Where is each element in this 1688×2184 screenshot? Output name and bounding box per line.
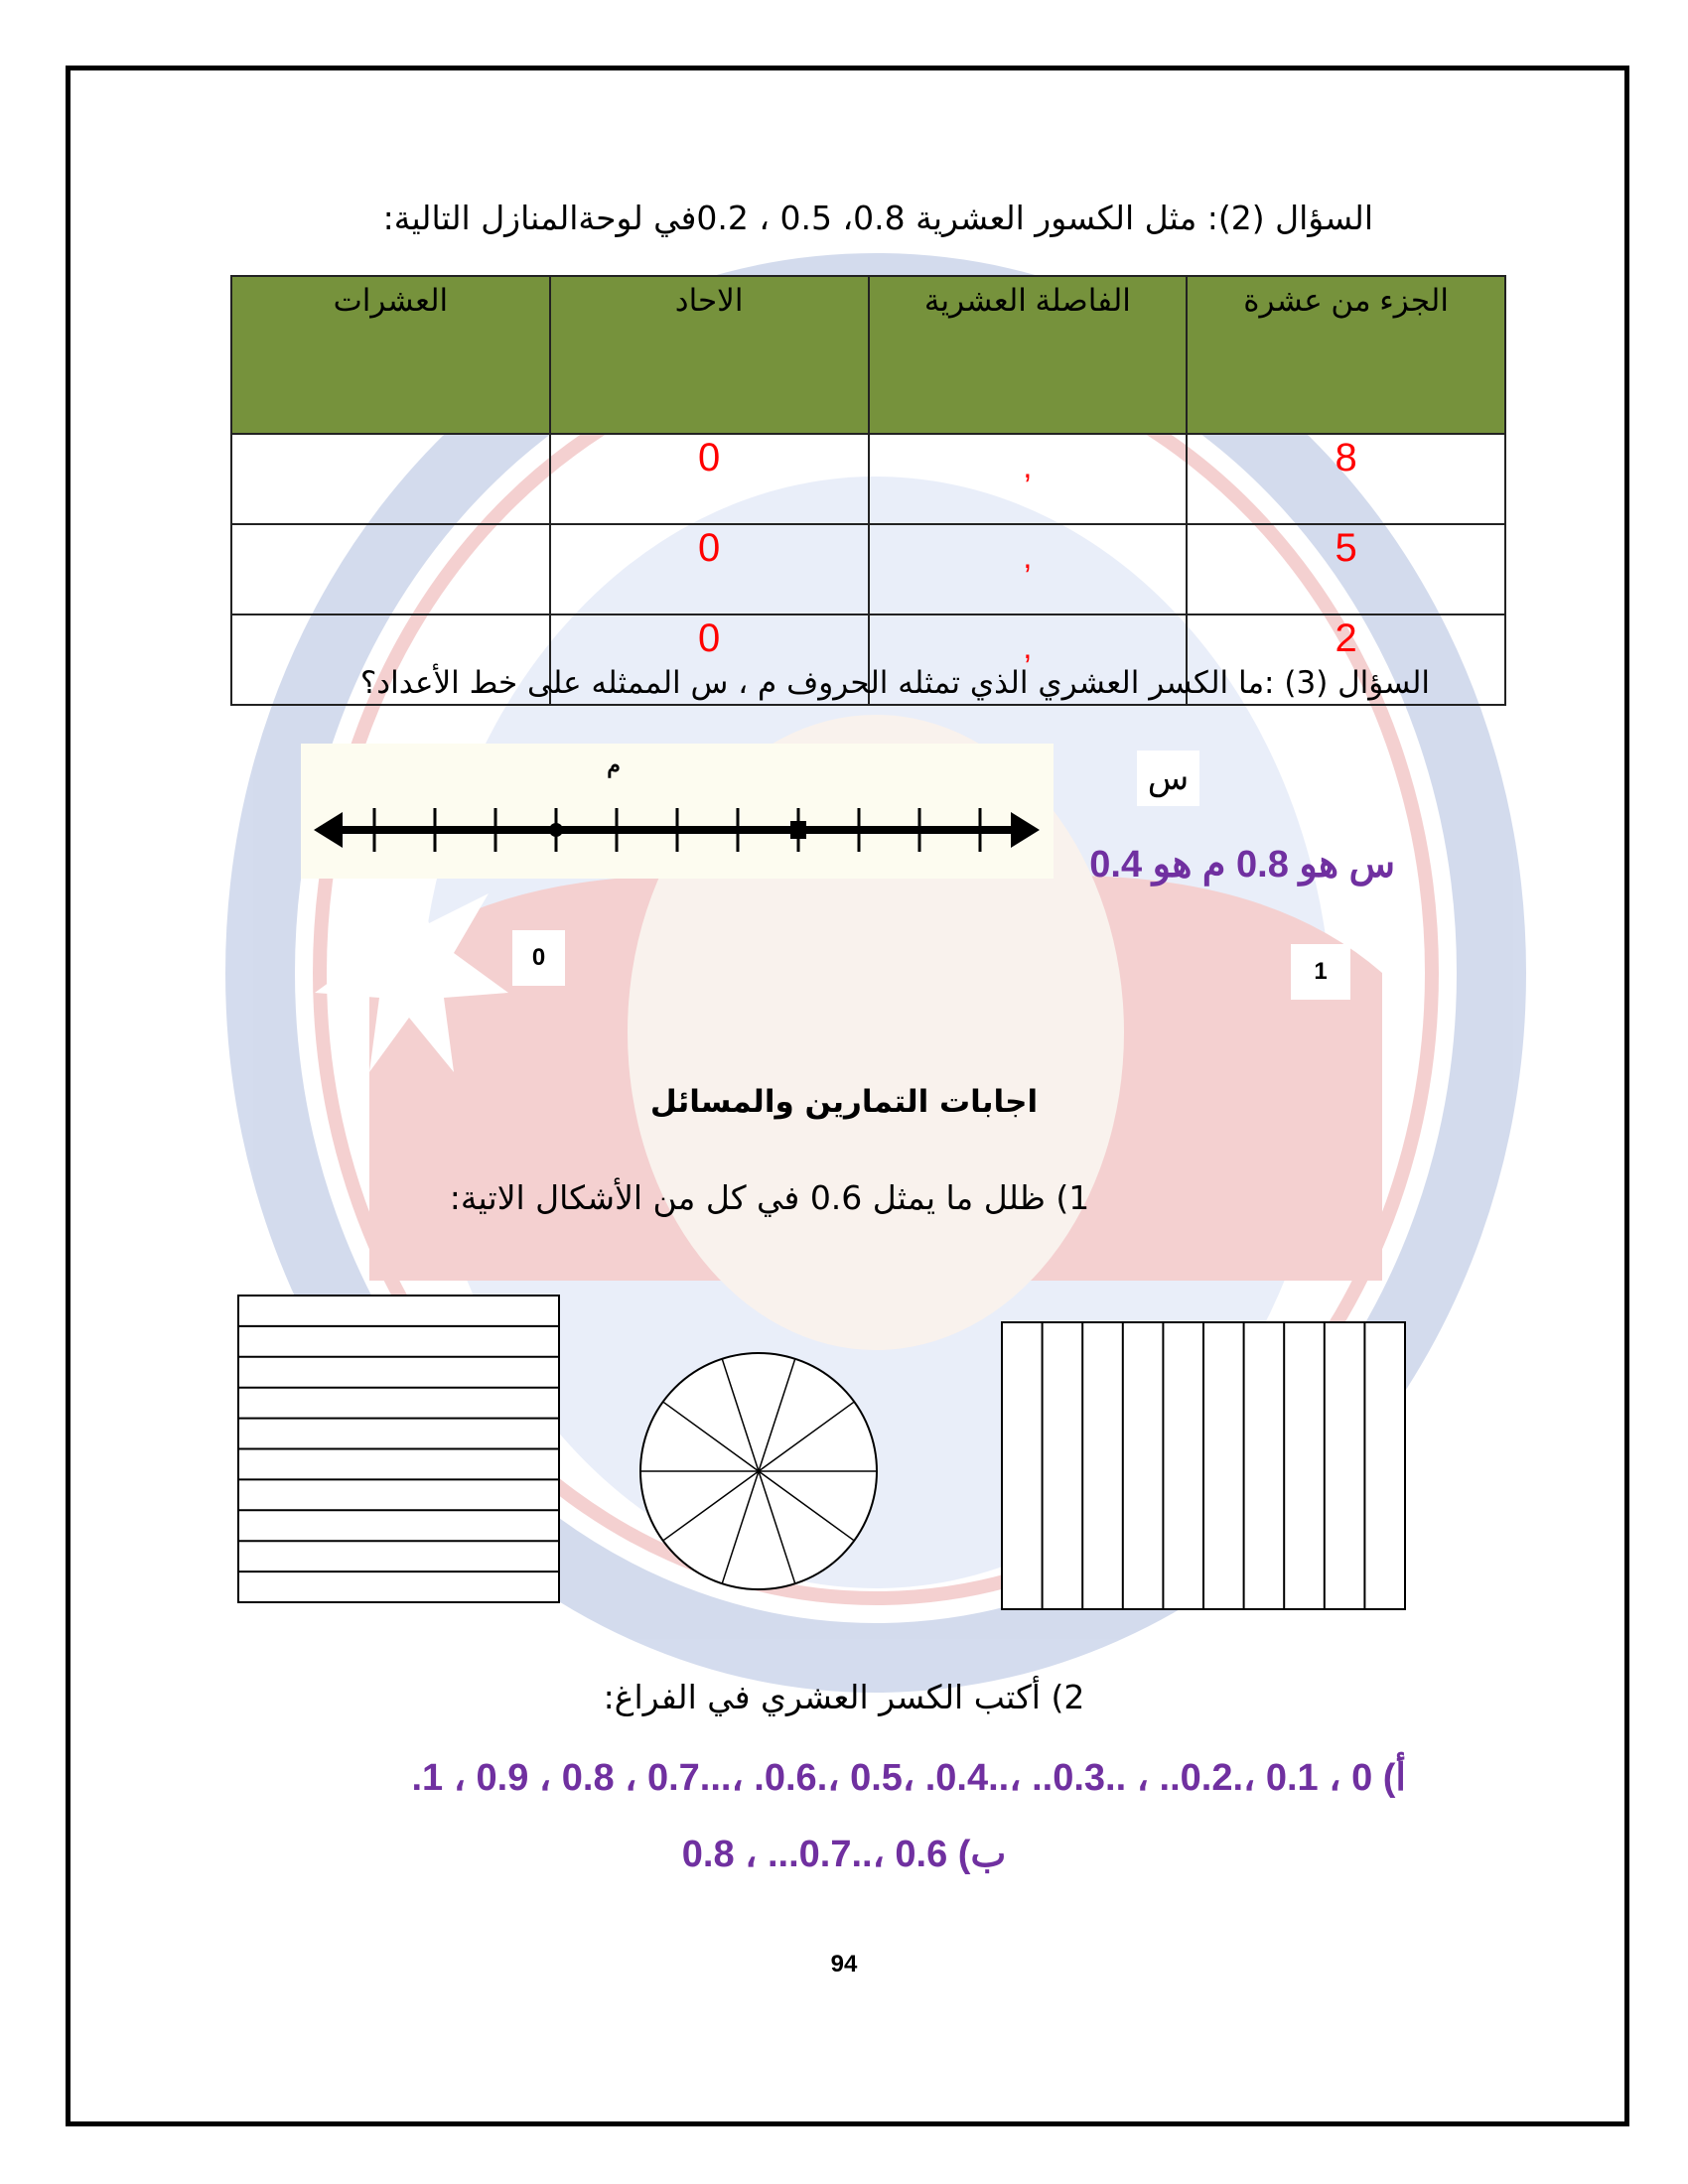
answer-line-a: أ) 0 ، 0.1 ،.0.2.. ، ..0.3.. ،..0.4. ،0.5 ،.0.6. ،...0.7 ، 0.8 ، 0.9 ، 1. — [411, 1757, 1406, 1799]
cell-tenths: 8 — [1187, 434, 1505, 524]
number-line-answer: س هو 0.8 م هو 0.4 — [1089, 844, 1395, 886]
cell-ones: 0 — [550, 614, 869, 705]
exercise1-instruction: 1) ظلل ما يمثل 0.6 في كل من الأشكال الاتية: — [449, 1178, 1090, 1217]
cell-ones: 0 — [550, 434, 869, 524]
cell-decimal-point: , — [869, 434, 1188, 524]
label-one: 1 — [1291, 944, 1350, 1000]
header-decimal-point: الفاصلة العشرية — [869, 276, 1188, 434]
header-tens: العشرات — [231, 276, 550, 434]
cell-ones: 0 — [550, 524, 869, 614]
header-ones: الاحاد — [550, 276, 869, 434]
question2-title: السؤال (2): مثل الكسور العشرية 0.8، 0.5 ، 0.2في لوحةالمنازل التالية: — [382, 199, 1373, 237]
answers-heading: اجابات التمارين والمسائل — [649, 1084, 1039, 1120]
cell-decimal-point: , — [869, 614, 1188, 705]
label-m: م — [607, 752, 621, 777]
answer-line-b: ب) 0.6 ،..0.7... ، 0.8 — [681, 1834, 1007, 1875]
page-number: 94 — [830, 1951, 858, 1978]
label-zero: 0 — [512, 930, 565, 986]
exercise2-instruction: 2) أكتب الكسر العشري في الفراغ: — [603, 1678, 1085, 1716]
label-s: س — [1137, 751, 1199, 806]
header-tenths: الجزء من عشرة — [1187, 276, 1505, 434]
question3-title: السؤال (3) :ما الكسر العشري الذي تمثله الحروف م ، س الممثله على خط الأعداد؟ — [359, 665, 1430, 701]
cell-decimal-point: , — [869, 524, 1188, 614]
cell-tenths: 2 — [1187, 614, 1505, 705]
cell-tenths: 5 — [1187, 524, 1505, 614]
